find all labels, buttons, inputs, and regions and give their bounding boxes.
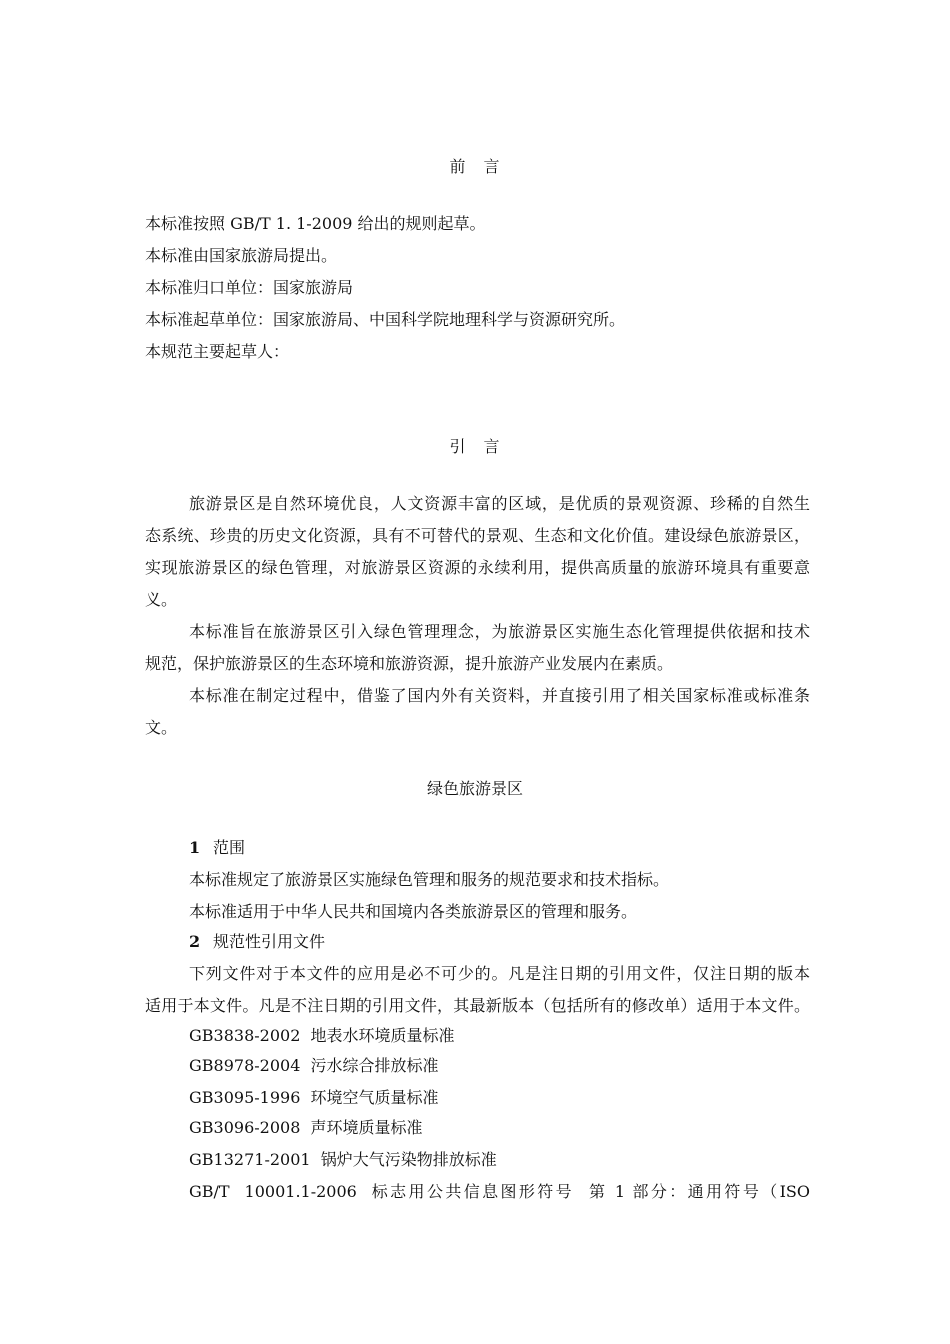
- section-heading-references: [189, 932, 810, 952]
- reference-item: GB/T 10001.1-2006 标志用公共信息图形符号 第 1 部分：通用符号（ISO: [189, 1182, 810, 1201]
- introduction-paragraph-line: 义。: [145, 590, 178, 609]
- introduction-paragraph-line: 实现旅游景区的绿色管理，对旅游景区资源的永续利用，提供高质量的旅游环境具有重要意: [145, 558, 810, 577]
- introduction-paragraph-line: 本标准在制定过程中，借鉴了国内外有关资料，并直接引用了相关国家标准或标准条: [189, 686, 810, 705]
- introduction-paragraph-line: 文。: [145, 718, 178, 737]
- introduction-paragraph-line: 本标准旨在旅游景区引入绿色管理理念，为旅游景区实施生态化管理提供依据和技术: [189, 622, 810, 641]
- section-heading-scope: [189, 838, 810, 858]
- section-title: 规范性引用文件: [213, 932, 326, 951]
- reference-item: GB8978-2004 污水综合排放标准: [189, 1056, 439, 1075]
- foreword-line: 本标准按照 GB/T 1. 1-2009 给出的规则起草。: [145, 214, 486, 233]
- references-intro-line: 下列文件对于本文件的应用是必不可少的。凡是注日期的引用文件，仅注日期的版本: [189, 964, 810, 983]
- reference-item: GB3096-2008 声环境质量标准: [189, 1118, 423, 1137]
- reference-item: GB3838-2002 地表水环境质量标准: [189, 1026, 455, 1045]
- foreword-line: 本标准由国家旅游局提出。: [145, 246, 338, 265]
- foreword-line: 本规范主要起草人：: [145, 342, 290, 361]
- section-number: 2: [189, 932, 201, 951]
- foreword-line: 本标准起草单位：国家旅游局、中国科学院地理科学与资源研究所。: [145, 310, 626, 329]
- section-number: 1: [189, 838, 201, 857]
- scope-line: 本标准适用于中华人民共和国境内各类旅游景区的管理和服务。: [189, 902, 638, 921]
- introduction-paragraph-line: 旅游景区是自然环境优良，人文资源丰富的区域，是优质的景观资源、珍稀的自然生: [189, 494, 810, 513]
- foreword-title: 前 言: [449, 157, 501, 176]
- scope-line: 本标准规定了旅游景区实施绿色管理和服务的规范要求和技术指标。: [189, 870, 670, 889]
- standard-title: 绿色旅游景区: [426, 779, 523, 798]
- introduction-paragraph-line: 态系统、珍贵的历史文化资源，具有不可替代的景观、生态和文化价值。建设绿色旅游景区，: [145, 526, 810, 545]
- reference-item: GB13271-2001 锅炉大气污染物排放标准: [189, 1150, 497, 1169]
- introduction-paragraph-line: 规范，保护旅游景区的生态环境和旅游资源，提升旅游产业发展内在素质。: [145, 654, 674, 673]
- introduction-title: 引 言: [449, 437, 501, 456]
- section-title: 范围: [213, 838, 246, 857]
- foreword-line: 本标准归口单位：国家旅游局: [145, 278, 354, 297]
- references-intro-line: 适用于本文件。凡是不注日期的引用文件，其最新版本（包括所有的修改单）适用于本文件。: [145, 996, 810, 1015]
- reference-item: GB3095-1996 环境空气质量标准: [189, 1088, 439, 1107]
